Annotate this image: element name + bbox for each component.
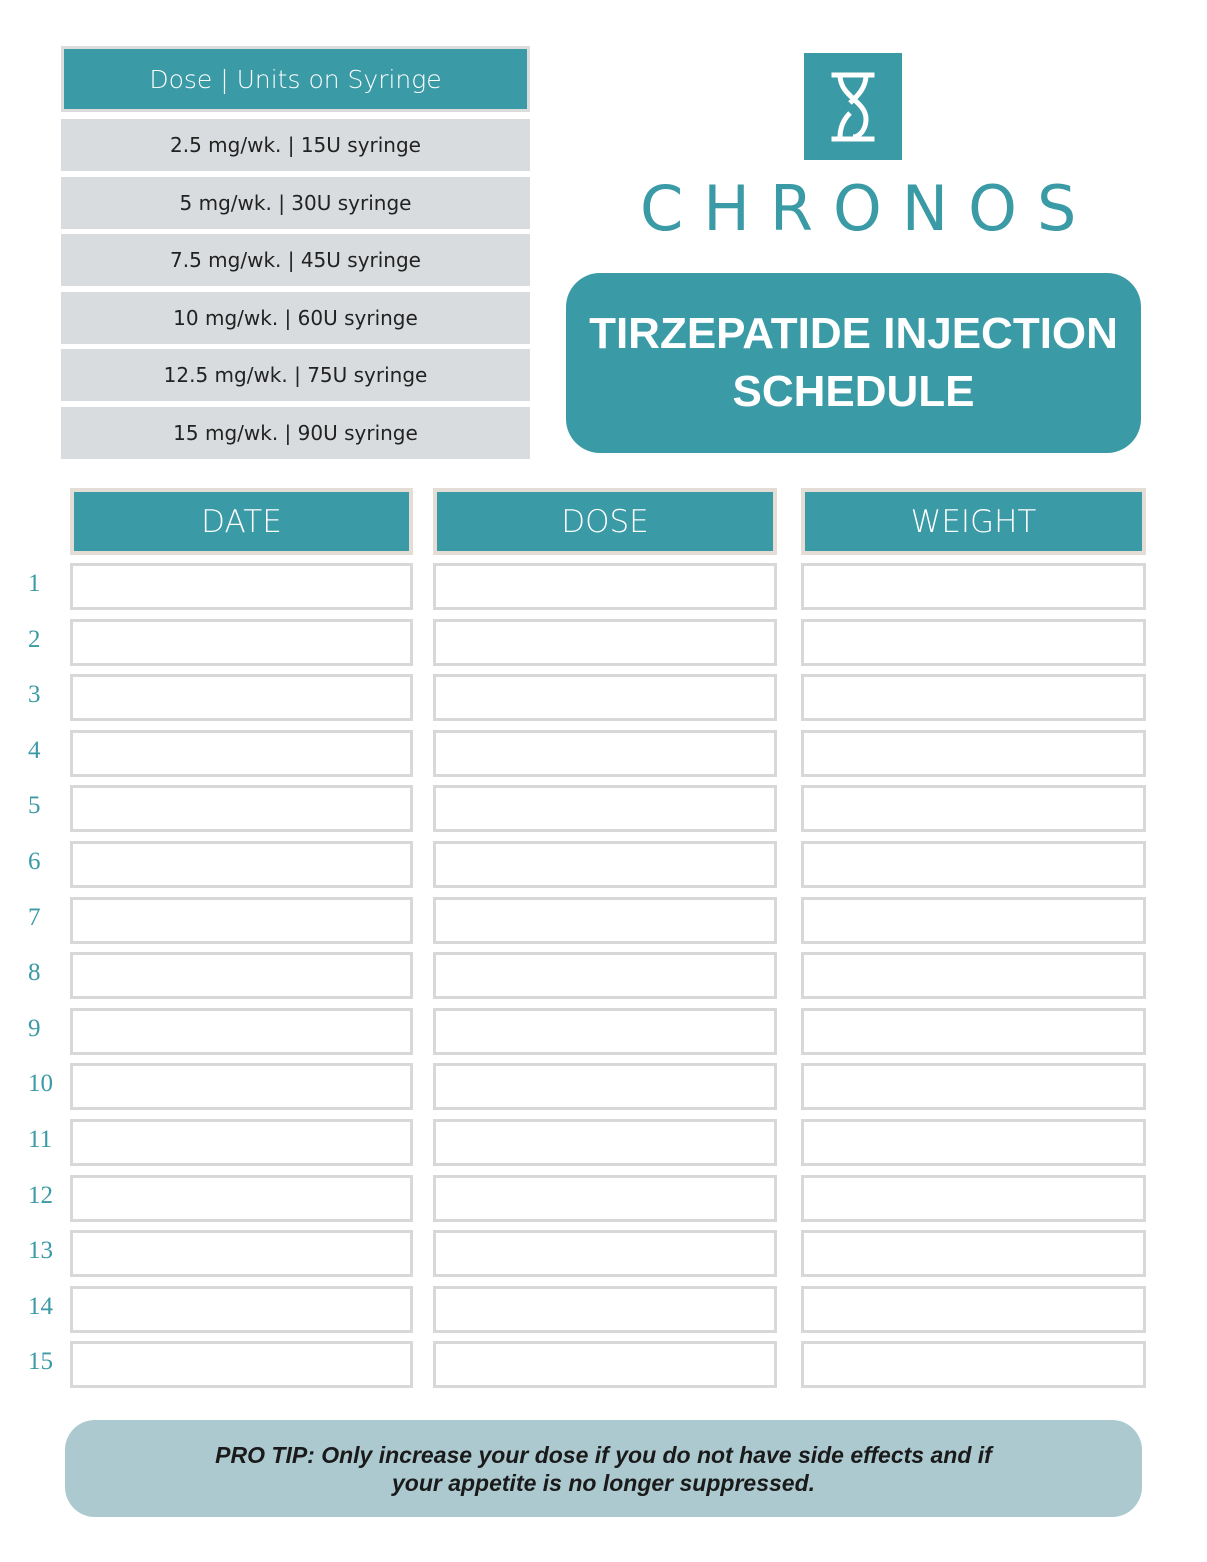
dose-cell[interactable] [433,563,777,610]
date-cell[interactable] [70,841,413,888]
weight-cell[interactable] [801,897,1146,944]
date-cell[interactable] [70,1063,413,1110]
date-cell[interactable] [70,952,413,999]
weight-cell[interactable] [801,1286,1146,1333]
dose-row: 10 mg/wk. | 60U syringe [61,292,530,344]
hourglass-icon [828,71,878,143]
column-header-dose: DOSE [433,488,777,555]
row-number: 8 [28,959,41,986]
row-number: 4 [28,737,41,764]
column-header-weight: WEIGHT [801,488,1146,555]
weight-cell[interactable] [801,674,1146,721]
weight-cell[interactable] [801,563,1146,610]
row-number: 3 [28,681,41,708]
weight-cell[interactable] [801,730,1146,777]
dose-cell[interactable] [433,1063,777,1110]
row-number: 6 [28,848,41,875]
title-line-2: SCHEDULE [732,367,975,416]
dose-row: 7.5 mg/wk. | 45U syringe [61,234,530,286]
date-cell[interactable] [70,1286,413,1333]
date-cell[interactable] [70,619,413,666]
dose-row: 2.5 mg/wk. | 15U syringe [61,119,530,171]
row-number: 14 [28,1293,53,1320]
dose-cell[interactable] [433,1286,777,1333]
brand-name: CHRONOS [640,172,1097,245]
weight-cell[interactable] [801,619,1146,666]
weight-cell[interactable] [801,1063,1146,1110]
dose-cell[interactable] [433,897,777,944]
weight-cell[interactable] [801,1008,1146,1055]
dose-cell[interactable] [433,674,777,721]
row-number: 15 [28,1348,53,1375]
row-number: 9 [28,1015,41,1042]
dose-cell[interactable] [433,785,777,832]
dose-row: 5 mg/wk. | 30U syringe [61,177,530,229]
row-number: 10 [28,1070,53,1097]
date-cell[interactable] [70,1230,413,1277]
title-line-1: TIRZEPATIDE INJECTION [589,309,1118,358]
weight-cell[interactable] [801,785,1146,832]
logo [804,53,902,160]
date-cell[interactable] [70,897,413,944]
date-cell[interactable] [70,1341,413,1388]
date-cell[interactable] [70,1119,413,1166]
pro-tip-line-2: your appetite is no longer suppressed. [391,1469,816,1496]
weight-cell[interactable] [801,1341,1146,1388]
weight-cell[interactable] [801,1175,1146,1222]
dose-cell[interactable] [433,1175,777,1222]
date-cell[interactable] [70,1008,413,1055]
page-title [566,273,1141,453]
weight-cell[interactable] [801,1119,1146,1166]
pro-tip-line-1: PRO TIP: Only increase your dose if you do not have side effects and if [215,1441,992,1468]
row-number: 12 [28,1182,53,1209]
dose-table-header: Dose | Units on Syringe [61,46,530,112]
date-cell[interactable] [70,674,413,721]
row-number: 1 [28,570,41,597]
dose-cell[interactable] [433,619,777,666]
weight-cell[interactable] [801,841,1146,888]
dose-row: 15 mg/wk. | 90U syringe [61,407,530,459]
dose-row: 12.5 mg/wk. | 75U syringe [61,349,530,401]
date-cell[interactable] [70,563,413,610]
pro-tip-box [65,1420,1142,1517]
row-number: 13 [28,1237,53,1264]
dose-cell[interactable] [433,1341,777,1388]
row-number: 11 [28,1126,53,1153]
dose-cell[interactable] [433,1119,777,1166]
dose-cell[interactable] [433,730,777,777]
date-cell[interactable] [70,785,413,832]
row-number: 7 [28,904,41,931]
dose-cell[interactable] [433,1230,777,1277]
row-number: 5 [28,792,41,819]
weight-cell[interactable] [801,1230,1146,1277]
date-cell[interactable] [70,1175,413,1222]
dose-cell[interactable] [433,952,777,999]
column-header-date: DATE [70,488,413,555]
dose-cell[interactable] [433,1008,777,1055]
row-number: 2 [28,626,41,653]
weight-cell[interactable] [801,952,1146,999]
dose-cell[interactable] [433,841,777,888]
date-cell[interactable] [70,730,413,777]
